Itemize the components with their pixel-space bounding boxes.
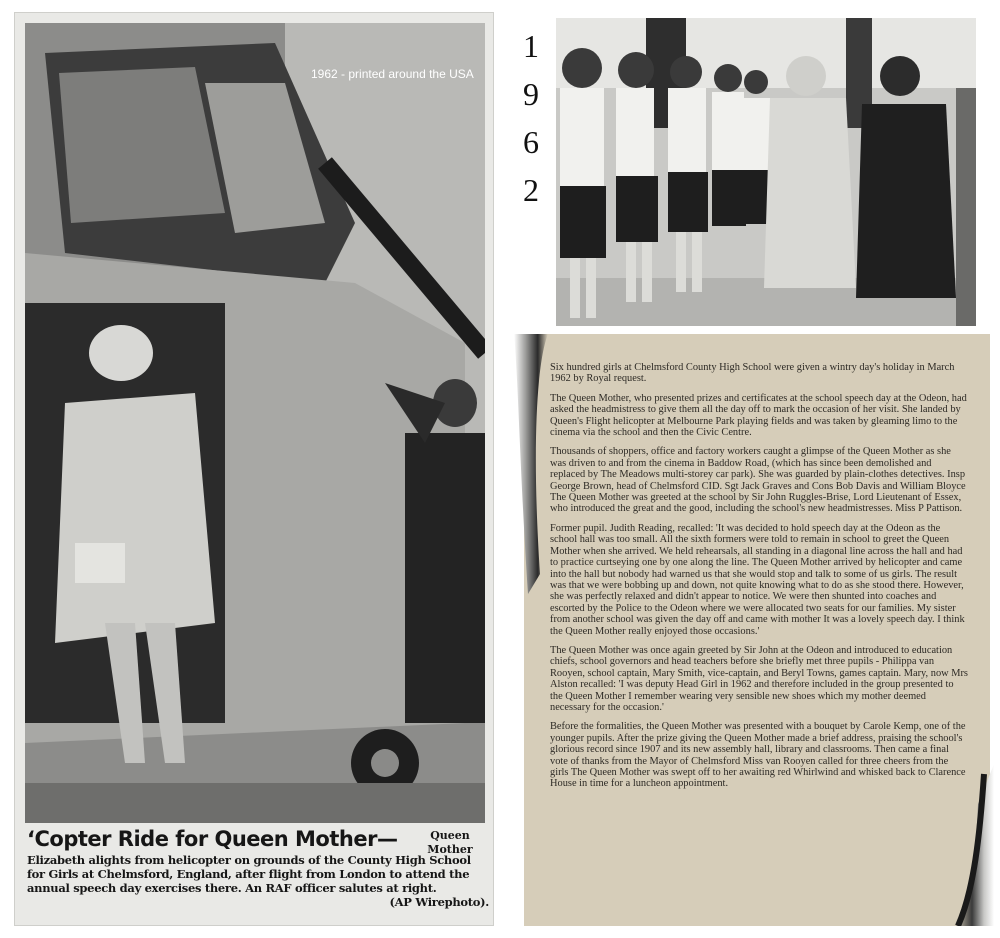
article-paragraph: Before the formalities, the Queen Mother was presented with a bouquet by Carole Kemp, one of the younger pupils. After the prize giving the Queen Mother made a brief address, praising the school's glorious record since 1907 and its new assembly hall, library and classrooms. Then came a final vote of thanks from the Mayor of Chelmsford Miss van Rooyen called for three cheers from the girls The Queen Mother was swept off to her awaiting red Whirlwind and whisked back to Clarence House in time for a luncheon appointment. bbox=[550, 721, 966, 790]
helicopter-photo bbox=[25, 23, 485, 823]
article-paragraph: The Queen Mother was once again greeted by Sir John at the Odeon and introduced to education chiefs, school governors and head teachers before she briefly met three pupils - Philippa van Rooyen, school captain, Mary Smith, vice-captain, and Beryl Towns, games captain. Mary, now Mrs Alston recalled: 'I was deputy Head Girl in 1962 and therefore included in the group presented to the Queen Mother I remember wearing very sensible new shoes which my mother deemed necessary for the occasion.' bbox=[550, 644, 968, 713]
caption-kicker: Queen Mother bbox=[427, 829, 473, 856]
article-scroll bbox=[514, 334, 994, 926]
caption-body bbox=[27, 853, 489, 909]
group-photo-illustration bbox=[556, 18, 976, 326]
year-label bbox=[518, 22, 544, 214]
caption-text: Elizabeth alights from helicopter on grounds of the County High School for Girls at Chelmsford, England, after flight from London to attend the annual speech day exercises there. An RAF officer salutes at right. bbox=[27, 853, 471, 895]
article-paragraph: Thousands of shoppers, office and factory workers caught a glimpse of the Queen Mother as she was driven to and from the cinema in Baddow Road, (which has since been demolished and replaced by The Meadows multi-storey car park). She was guarded by plain-clothes detectives. Insp George Brown, head of Chelmsford CID. Sgt Jack Graves and Cons Bob Davis and William Bloyce The Queen Mother was greeted at the school by Sir John Ruggles-Brise, Lord Lieutenant of Essex, who introduced the great and the good, including the school's new headmistresses. Miss P Pattison. bbox=[550, 446, 966, 515]
article-text bbox=[550, 362, 968, 798]
clipping-caption bbox=[27, 827, 489, 923]
article-paragraph: Former pupil. Judith Reading, recalled: 'It was decided to hold speech day at the Odeon as the school hall was too small. All the sixth formers were told to remain in school to greet the Queen Mother when she arrived. We held rehearsals, all standing in a diagonal line across the hall and had to practice curtseying one by one along the line. The Queen Mother arrived by helicopter and came into the hall but nobody had warned us that she would stop and talk to some of us girls. The result was that we were bobbing up and down, not quite knowing what to do as she stood there. However, she was perfectly relaxed and didn't appear to notice. We were then shunted into coaches and escorted by the Police to the Odeon where we were allocated two seats for our families. My sister from another school was given the day off and came with mother It was a lovely speech day. I think the Queen Mother really enjoyed those occasions.' bbox=[550, 522, 965, 637]
group-photo bbox=[556, 18, 976, 326]
article-paragraph: Six hundred girls at Chelmsford County High School were given a wintry day's holiday in March 1962 by Royal request. bbox=[550, 362, 955, 385]
year-digit: 9 bbox=[523, 76, 539, 112]
newspaper-clipping bbox=[14, 12, 494, 926]
year-digit: 6 bbox=[523, 124, 539, 160]
caption-headline: ‘Copter Ride for Queen Mother— bbox=[27, 827, 398, 851]
article-paragraph: The Queen Mother, who presented prizes and certificates at the school speech day at the Odeon, had asked the headmistress to give them all the day off to mark the occasion of her visit. She landed by Queen's Flight helicopter at Melbourne Park playing fields and was taken by gleaming limo to the cinema via the school and then the Civic Centre. bbox=[550, 392, 967, 439]
helicopter-photo-illustration bbox=[25, 23, 485, 823]
caption-credit: (AP Wirephoto). bbox=[389, 895, 489, 909]
clipping-stamp: 1962 - printed around the USA bbox=[311, 67, 474, 81]
year-digit: 1 bbox=[523, 28, 539, 64]
year-digit: 2 bbox=[523, 172, 539, 208]
